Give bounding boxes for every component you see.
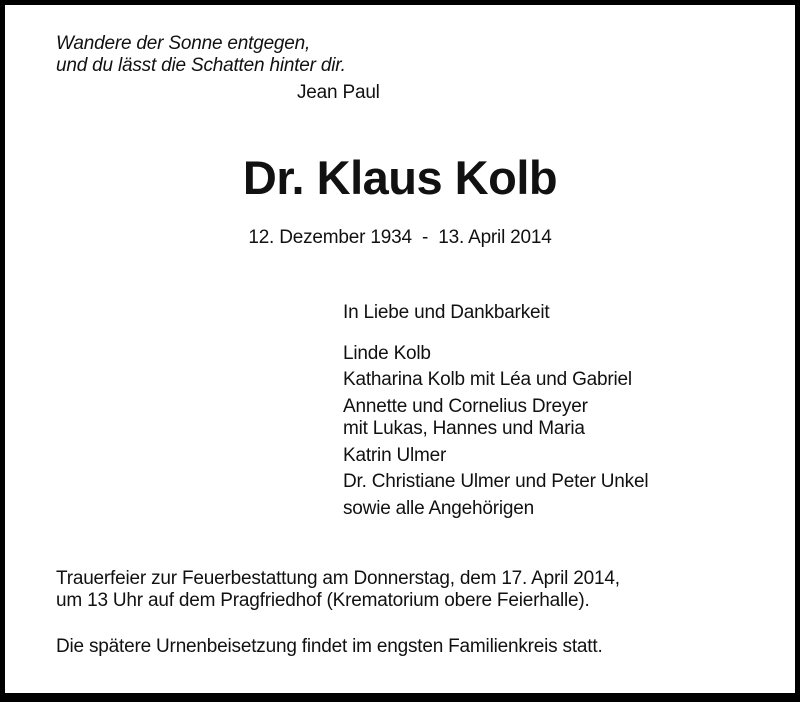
mourners-intro: In Liebe und Dankbarkeit [343,302,550,323]
quote-line-2: und du lässt die Schatten hinter dir. [56,55,346,76]
mourner-name: Linde Kolb [343,343,431,364]
mourner-name: Annette und Cornelius Dreyer [343,396,588,417]
service-line-2: um 13 Uhr auf dem Pragfriedhof (Krematorium obere Feierhalle). [56,590,590,611]
burial-note: Die spätere Urnenbeisetzung findet im engsten Familienkreis statt. [56,636,603,657]
mourner-name: Katharina Kolb mit Léa und Gabriel [343,369,632,390]
quote-line-1: Wandere der Sonne entgegen, [56,33,311,54]
mourner-name: mit Lukas, Hannes und Maria [343,418,585,439]
mourner-name: sowie alle Angehörigen [343,498,535,519]
deceased-name: Dr. Klaus Kolb [242,151,558,204]
mourner-name: Katrin Ulmer [343,445,447,466]
service-line-1: Trauerfeier zur Feuerbestattung am Donnerstag, dem 17. April 2014, [56,568,620,589]
life-dates: 12. Dezember 1934 - 13. April 2014 [248,227,552,248]
mourner-name: Dr. Christiane Ulmer und Peter Unkel [343,471,649,492]
quote-author: Jean Paul [297,82,380,103]
